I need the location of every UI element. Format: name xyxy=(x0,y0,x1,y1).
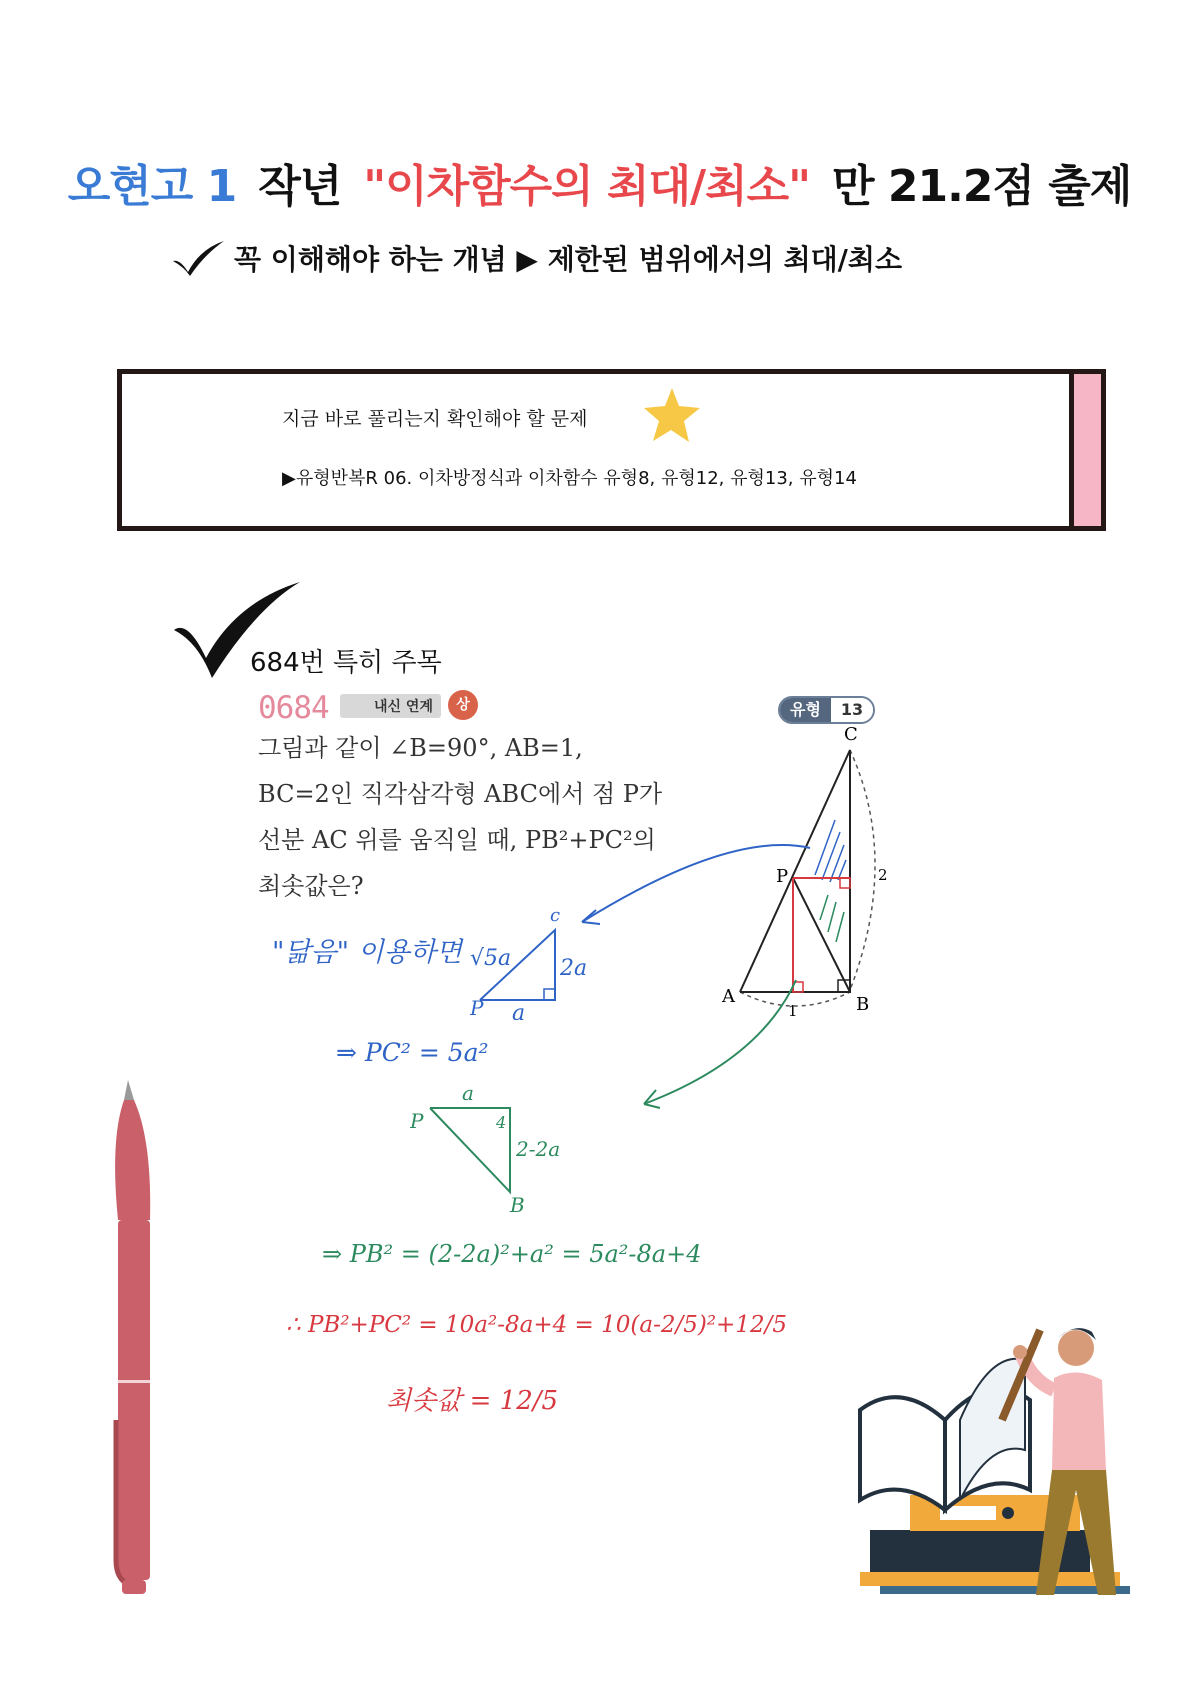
problem-number: 0684 xyxy=(258,690,329,726)
problem-line-1: 그림과 같이 ∠B=90°, AB=1, xyxy=(258,734,583,762)
pb-equation: ⇒ PB² = (2-2a)²+a² = 5a²-8a+4 xyxy=(322,1240,702,1268)
label-c: C xyxy=(844,724,858,745)
tri1-hyp: √5a xyxy=(470,946,512,971)
type-number: 13 xyxy=(831,698,873,722)
topic-label: "이차함수의 최대/최소" xyxy=(363,161,811,212)
student-books-illustration xyxy=(840,1310,1170,1610)
pink-bar xyxy=(1069,374,1101,526)
focus-note: 684번 특히 주목 xyxy=(250,648,442,678)
difficulty-badge: 상 xyxy=(448,690,478,720)
pc-equation: ⇒ PC² = 5a² xyxy=(336,1038,489,1067)
year-label: 작년 xyxy=(258,161,342,212)
label-b: B xyxy=(856,994,870,1015)
tri2-right-top: 4 xyxy=(496,1113,507,1132)
subtitle xyxy=(170,238,902,284)
similarity-note: "닮음" 이용하면 xyxy=(272,937,462,968)
practice-heading: 지금 바로 풀리는지 확인해야 할 문제 xyxy=(282,408,588,430)
tri1-vert: 2a xyxy=(560,956,588,981)
subtitle-text: 꼭 이해해야 하는 개념 ▶ 제한된 범위에서의 최대/최소 xyxy=(234,243,903,276)
minimum-label xyxy=(386,1380,558,1417)
checkmark-icon xyxy=(170,239,226,284)
tri1-horiz: a xyxy=(512,1001,526,1020)
link-badge: 내신 연계 xyxy=(340,694,441,718)
type-label: 유형 xyxy=(780,698,831,722)
practice-list: ▶유형반복R 06. 이차방정식과 이차함수 유형8, 유형12, 유형13, 유형14 xyxy=(282,468,857,489)
label-bc: 2 xyxy=(878,866,888,884)
minimum-text: 최솟값 = xyxy=(386,1386,492,1416)
star-icon xyxy=(642,386,702,448)
similar-triangle-2 xyxy=(410,1080,580,1215)
page-title xyxy=(0,150,1199,214)
pen-illustration xyxy=(100,1080,180,1600)
minimum-value: 12/5 xyxy=(499,1386,559,1416)
school-name: 오현고 1 xyxy=(67,161,237,212)
tri1-p: P xyxy=(470,996,484,1020)
practice-box xyxy=(117,369,1106,531)
problem-line-3: 선분 AC 위를 움직일 때, PB²+PC²의 xyxy=(258,826,656,854)
tri2-top: a xyxy=(462,1081,474,1105)
problem-line-2: BC=2인 직각삼각형 ABC에서 점 P가 xyxy=(258,780,663,808)
score-label: 만 21.2점 출제 xyxy=(832,161,1132,212)
problem-line-4: 최솟값은? xyxy=(258,872,364,900)
similar-triangle-1 xyxy=(470,905,600,1020)
tri2-side: 2-2a xyxy=(516,1137,561,1161)
tri1-c: c xyxy=(550,905,561,926)
label-ab: 1 xyxy=(788,1002,798,1020)
tri2-b: B xyxy=(510,1193,525,1215)
label-p: P xyxy=(776,866,789,887)
tri2-p: P xyxy=(410,1109,424,1133)
sum-equation: ∴ PB²+PC² = 10a²-8a+4 = 10(a-2/5)²+12/5 xyxy=(286,1312,787,1338)
label-a: A xyxy=(722,986,735,1007)
